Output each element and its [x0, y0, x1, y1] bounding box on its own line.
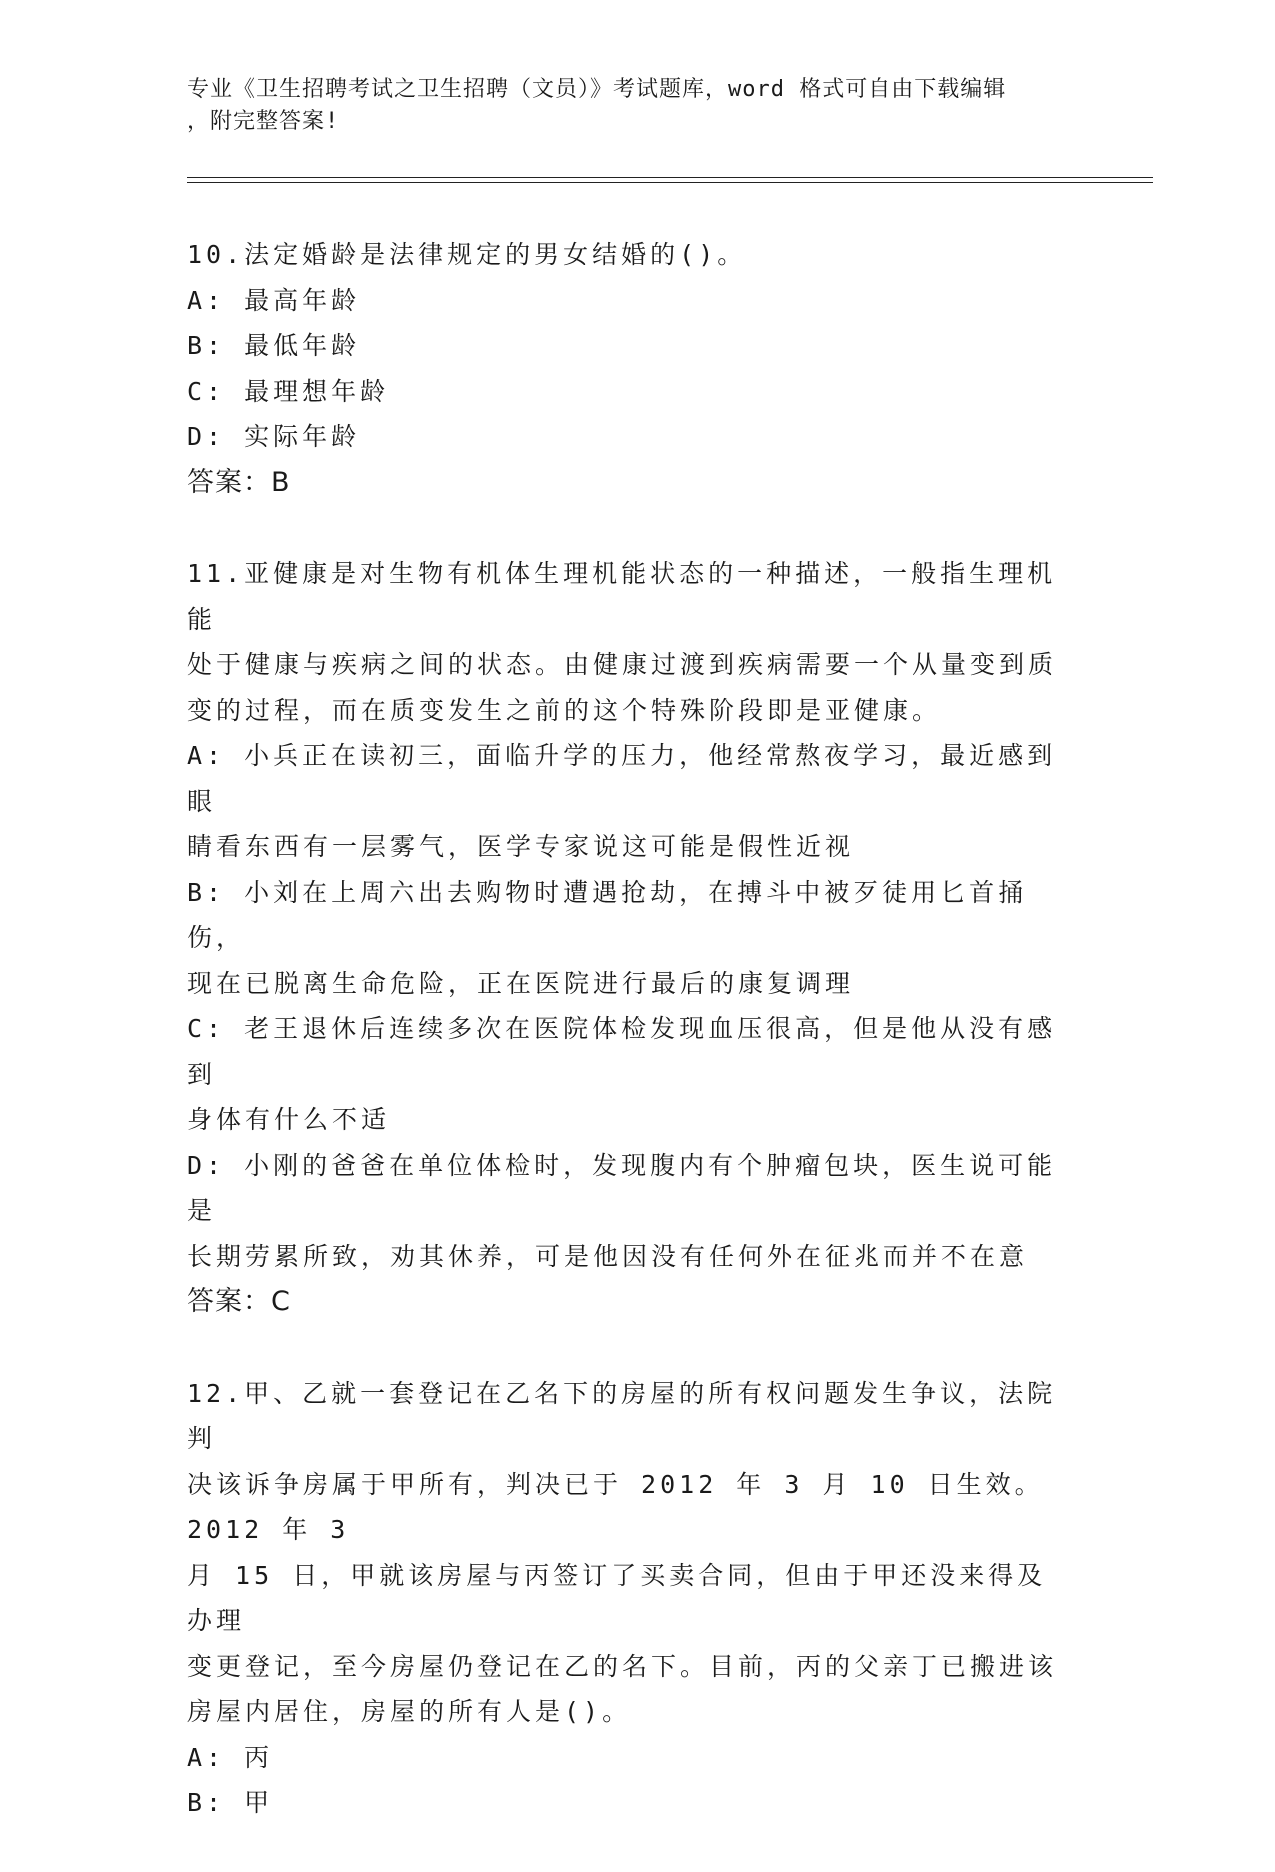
answer-label: 答案：C — [187, 1286, 291, 1317]
option-b — [187, 870, 1067, 1007]
option-c: C: 最理想年龄 — [187, 376, 390, 406]
question-12 — [187, 1371, 1067, 1826]
option-a-line: 睛看东西有一层雾气，医学专家说这可能是假性近视 — [187, 832, 855, 861]
question-stem-line: 房屋内居住，房屋的所有人是()。 — [187, 1697, 632, 1726]
option-c-line: 身体有什么不适 — [187, 1105, 391, 1134]
option-b: B: 最低年龄 — [187, 331, 361, 360]
option-b-line: B: 小刘在上周六出去购物时遭遇抢劫，在搏斗中被歹徒用匕首捅伤， — [187, 877, 1028, 952]
answer-label: 答案：B — [187, 466, 291, 498]
option-c — [187, 1006, 1067, 1143]
option-a — [187, 733, 1067, 870]
option-d-line: D: 小刚的爸爸在单位体检时，发现腹内有个肿瘤包块，医生说可能是 — [187, 1150, 1057, 1225]
option-d: D: 实际年龄 — [187, 422, 361, 451]
question-10 — [187, 232, 1067, 505]
question-11 — [187, 551, 1067, 1325]
option-c-line: C: 老王退休后连续多次在医院体检发现血压很高，但是他从没有感到 — [187, 1014, 1057, 1089]
question-stem-line: 决该诉争房属于甲所有，判决已于 2012 年 3 月 10 日生效。2012 年 3 — [187, 1469, 1044, 1544]
option-b-line: 现在已脱离生命危险，正在医院进行最后的康复调理 — [187, 968, 855, 998]
option-a-line: A: 小兵正在读初三，面临升学的压力，他经常熬夜学习，最近感到眼 — [187, 741, 1057, 816]
question-stem-line: 处于健康与疾病之间的状态。由健康过渡到疾病需要一个从量变到质 — [187, 650, 1058, 679]
question-stem-line: 变更登记，至今房屋仍登记在乙的名下。目前，丙的父亲丁已搬进该 — [187, 1651, 1058, 1681]
option-b: B: 甲 — [187, 1788, 274, 1817]
option-d — [187, 1143, 1067, 1280]
question-stem-line: 10.法定婚龄是法律规定的男女结婚的()。 — [187, 240, 747, 269]
option-d-line: 长期劳累所致，劝其休养，可是他因没有任何外在征兆而并不在意 — [187, 1241, 1029, 1271]
header-line-1: 专业《卫生招聘考试之卫生招聘（文员）》考试题库，word 格式可自由下载编辑 — [187, 77, 1007, 102]
header-line-2: ，附完整答案! — [187, 109, 340, 134]
question-stem-line: 11.亚健康是对生物有机体生理机能状态的一种描述，一般指生理机能 — [187, 559, 1057, 634]
question-stem-line: 变的过程，而在质变发生之前的这个特殊阶段即是亚健康。 — [187, 695, 942, 725]
option-a: A: 丙 — [187, 1742, 274, 1772]
document-header — [187, 74, 1067, 138]
header-divider — [187, 177, 1153, 183]
option-a: A: 最高年龄 — [187, 285, 361, 315]
question-stem-line: 月 15 日，甲就该房屋与丙签订了买卖合同，但由于甲还没来得及办理 — [187, 1560, 1047, 1635]
question-list — [187, 232, 1067, 1872]
question-stem-line: 12.甲、乙就一套登记在乙名下的房屋的所有权问题发生争议，法院判 — [187, 1378, 1057, 1453]
